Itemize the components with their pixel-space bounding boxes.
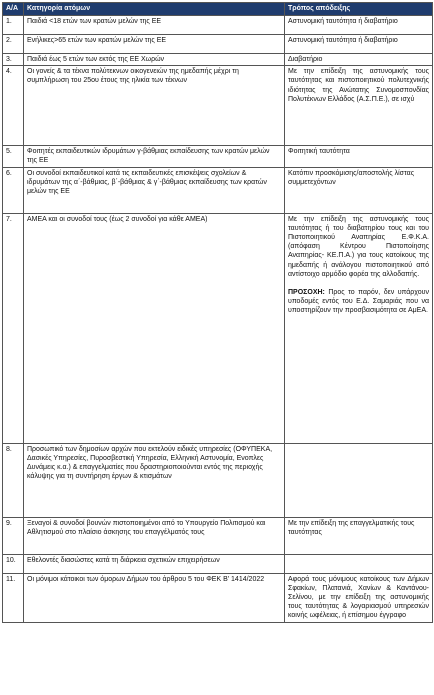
row-proof: Κατόπιν προσκόμισης/αποστολής λίστας συμμετεχόντων xyxy=(285,167,433,213)
categories-table xyxy=(2,2,433,623)
row-number: 4. xyxy=(3,66,24,146)
row-category: Εθελοντές διασώστες κατά τη διάρκεια σχετικών επιχειρήσεων xyxy=(24,554,285,573)
proof-text: Με την επίδειξη της αστυνομικής τους ταυτότητας ή του διαβατηρίου τους και του Πιστοποιητικού Αναπηρίας Ε.Φ.Κ.Α. (απόφαση Κέντρου Πιστοποίησης Αναπηρίας- ΚΕ.Π.Α.) για τους κατοίκους της ημεδαπής ή ανάλογου πιστοποιητικού από αντίστοιχο αρμόδιο φορέα της αλλοδαπής. xyxy=(288,215,429,278)
table-row xyxy=(3,146,433,167)
row-number: 2. xyxy=(3,35,24,54)
row-category: Οι μόνιμοι κάτοικοι των όμορων Δήμων του άρθρου 5 του ΦΕΚ Β' 1414/2022 xyxy=(24,573,285,622)
row-proof: Φοιτητική ταυτότητα xyxy=(285,146,433,167)
row-proof: Με την επίδειξη της αστυνομικής τους ταυτότητας και πιστοποιητικού πολυτεχνικής ιδιότητας της Ανώτατης Συνομοσπονδίας Πολυτέκνων Ελλάδος (Α.Σ.Π.Ε.), σε ισχύ xyxy=(285,66,433,146)
table-row xyxy=(3,443,433,517)
table-row xyxy=(3,167,433,213)
row-category: Οι συνοδοί εκπαιδευτικοί κατά τις εκπαιδευτικές επισκέψεις σχολείων & ιδρυμάτων της α΄-βάθμιας, β΄-βάθμιας & γ΄-βάθμιας εκπαίδευσης των κρατών μελών της ΕΕ xyxy=(24,167,285,213)
warning-text: Προς το παρόν, δεν υπάρχουν υποδομές εντός του Ε.Δ. Σαμαριάς που να υποστηρίζουν την προσβασιμότητα σε ΑμΕΑ. xyxy=(288,289,429,315)
row-category: Οι γονείς & τα τέκνα πολύτεκνων οικογενειών της ημεδαπής μέχρι τη συμπλήρωση του 25ου έτους της ηλικία των τέκνων xyxy=(24,66,285,146)
row-category: Ξεναγοί & συνοδοί βουνών πιστοποιημένοι από το Υπουργείο Πολιτισμού και Αθλητισμού στο πλαίσιο άσκησης του επαγγέλματός τους xyxy=(24,517,285,554)
row-proof: Αστυνομική ταυτότητα ή διαβατήριο xyxy=(285,16,433,35)
row-number: 8. xyxy=(3,443,24,517)
row-category: Φοιτητές εκπαιδευτικών ιδρυμάτων γ-βάθμιας εκπαίδευσης των κρατών μελών της ΕΕ xyxy=(24,146,285,167)
table-row xyxy=(3,66,433,146)
table-row xyxy=(3,35,433,54)
table-row xyxy=(3,517,433,554)
header-proof: Τρόπος απόδειξης xyxy=(285,3,433,16)
header-number: Α/Α xyxy=(3,3,24,16)
table-row xyxy=(3,16,433,35)
row-category: Παιδιά έως 5 ετών των εκτός της ΕΕ Χωρών xyxy=(24,54,285,66)
row-category: ΑΜΕΑ και οι συνοδοί τους (έως 2 συνοδοί για κάθε ΑΜΕΑ) xyxy=(24,213,285,443)
row-proof xyxy=(285,443,433,517)
row-proof xyxy=(285,554,433,573)
row-category: Παιδιά <18 ετών των κρατών μελών της ΕΕ xyxy=(24,16,285,35)
row-proof: Αστυνομική ταυτότητα ή διαβατήριο xyxy=(285,35,433,54)
table-row xyxy=(3,573,433,622)
row-number: 5. xyxy=(3,146,24,167)
table-row xyxy=(3,54,433,66)
table-row xyxy=(3,213,433,443)
row-number: 6. xyxy=(3,167,24,213)
row-category: Ενήλικες>65 ετών των κρατών μελών της ΕΕ xyxy=(24,35,285,54)
table-header-row xyxy=(3,3,433,16)
row-number: 9. xyxy=(3,517,24,554)
row-number: 1. xyxy=(3,16,24,35)
row-number: 10. xyxy=(3,554,24,573)
row-proof: Διαβατήριο xyxy=(285,54,433,66)
row-number: 3. xyxy=(3,54,24,66)
row-proof: Με την επίδειξη της επαγγελματικής τους ταυτότητας xyxy=(285,517,433,554)
row-number: 7. xyxy=(3,213,24,443)
warning-label: ΠΡΟΣΟΧΗ: xyxy=(288,289,325,297)
warning-note xyxy=(288,288,429,316)
row-number: 11. xyxy=(3,573,24,622)
row-proof: Αφορά τους μόνιμους κατοίκους των Δήμων Σφακίων, Πλατανιά, Χανίων & Καντάνου-Σελίνου, με την επίδειξη της αστυνομικής τους ταυτότητας & λογαριασμού υπηρεσιών κοινής ωφέλειας, ή επίσημου έγγραφο xyxy=(285,573,433,622)
row-proof xyxy=(285,213,433,443)
row-category: Προσωπικό των δημοσίων αρχών που εκτελούν ειδικές υπηρεσίες (ΟΦΥΠΕΚΑ, Δασικές Υπηρεσίες, Πυροσβεστική Υπηρεσία, Ελληνική Αστυνομία, Ενοπλες Δυνάμεις κ.α.) & επαγγελματίες που δραστηριοποιούνται εντός της περιοχής κάλυψης για τη συντήρηση έργων & κτισμάτων xyxy=(24,443,285,517)
header-category: Κατηγορία ατόμων xyxy=(24,3,285,16)
table-row xyxy=(3,554,433,573)
